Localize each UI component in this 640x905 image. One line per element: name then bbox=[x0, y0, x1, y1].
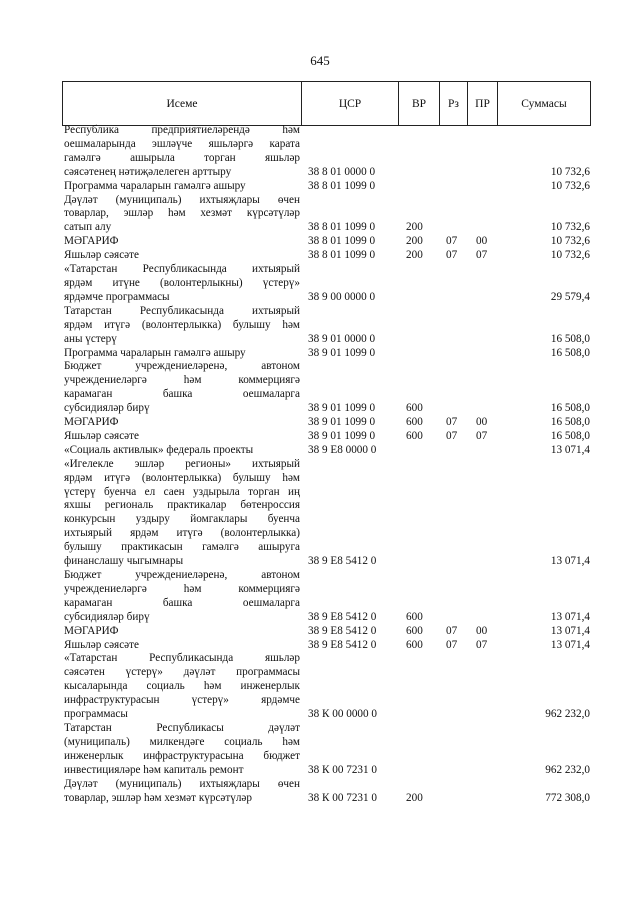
row-name bbox=[64, 458, 300, 569]
row-name bbox=[64, 722, 300, 778]
row-name-line: финанслашу чыгымнары bbox=[64, 555, 184, 568]
table-row bbox=[64, 194, 590, 236]
page-number: 645 bbox=[310, 53, 330, 68]
header-rz: Рз bbox=[440, 82, 468, 126]
row-sum: 16 508,0 bbox=[550, 402, 590, 415]
row-vr: 600 bbox=[406, 429, 423, 442]
row-csr: 38 9 01 0000 0 bbox=[308, 332, 376, 345]
row-name-line: Республика предприятиеләрендә һәм bbox=[64, 124, 300, 136]
row-sum: 772 308,0 bbox=[545, 791, 590, 804]
row-csr: 38 9 Е8 5412 0 bbox=[308, 555, 377, 568]
table-row bbox=[64, 625, 590, 639]
row-name-line: инфраструктурасын үстерү» ярдәмче bbox=[64, 694, 300, 707]
row-pr: 00 bbox=[476, 235, 488, 248]
row-csr: 38 9 Е8 5412 0 bbox=[308, 624, 377, 637]
row-name-line: Татарстан Республикасында ихтыярый bbox=[64, 304, 300, 317]
row-sum: 13 071,4 bbox=[550, 555, 590, 568]
row-name-line: субсидияләр бирү bbox=[64, 610, 150, 623]
row-vr: 200 bbox=[406, 221, 423, 234]
row-name-line: булышу практикасын гамәлгә ашыруга bbox=[64, 541, 300, 554]
row-name-line: Бюджет учреждениеләренә, автоном bbox=[64, 569, 300, 581]
row-name-line: ихтыярый ярдәм итүгә (волонтерлыкка) bbox=[64, 527, 300, 540]
table-row bbox=[64, 180, 590, 194]
row-name-line: МӘГАРИФ bbox=[64, 416, 119, 429]
row-sum: 16 508,0 bbox=[550, 416, 590, 429]
row-sum: 16 508,0 bbox=[550, 346, 590, 359]
row-csr: 38 9 01 1099 0 bbox=[308, 416, 376, 429]
row-name bbox=[64, 569, 300, 625]
row-csr: 38 8 01 1099 0 bbox=[308, 235, 376, 248]
row-name-line: «Социаль активлык» федераль проекты bbox=[64, 443, 254, 456]
row-csr: 38 9 01 1099 0 bbox=[308, 346, 376, 359]
row-name-line: субсидияләр бирү bbox=[64, 402, 150, 415]
row-sum: 10 732,6 bbox=[550, 235, 590, 248]
row-name-line: сатып алу bbox=[64, 221, 112, 234]
row-name-line: учреждениеләргә һәм коммерциягә bbox=[64, 582, 300, 595]
row-rz: 07 bbox=[446, 416, 458, 429]
row-name-line: Дәүләт (муниципаль) ихтыяҗлары өчен bbox=[64, 193, 300, 206]
header-name: Исеме bbox=[63, 82, 302, 126]
table-row bbox=[64, 263, 590, 305]
table-row bbox=[64, 722, 590, 778]
row-vr: 600 bbox=[406, 624, 423, 637]
row-name-line: Яшьләр сәясәте bbox=[64, 249, 139, 262]
row-pr: 07 bbox=[476, 429, 488, 442]
row-csr: 38 9 Е8 5412 0 bbox=[308, 610, 377, 623]
row-name-line: ярдәм итүгә (волонтерлыкка) булышу һәм bbox=[64, 471, 300, 484]
row-pr: 07 bbox=[476, 638, 488, 651]
row-rz: 07 bbox=[446, 624, 458, 637]
row-name-line: карамаган башка оешмаларга bbox=[64, 596, 300, 609]
row-sum: 16 508,0 bbox=[550, 429, 590, 442]
row-name bbox=[64, 263, 300, 305]
row-name-line: ярдәмче программасы bbox=[64, 290, 170, 303]
row-csr: 38 9 00 0000 0 bbox=[308, 290, 376, 303]
table-row bbox=[64, 416, 590, 430]
row-csr: 38 8 01 1099 0 bbox=[308, 179, 376, 192]
row-name-line: товарлар, эшләр һәм хезмәт күрсәтүләр bbox=[64, 791, 252, 804]
row-name-line: «Татарстан Республикасында яшьләр bbox=[64, 652, 300, 665]
row-name-line: МӘГАРИФ bbox=[64, 235, 119, 248]
row-sum: 13 071,4 bbox=[550, 624, 590, 637]
row-name-line: товарлар, эшләр һәм хезмәт күрсәтүләр bbox=[64, 207, 300, 220]
row-name bbox=[64, 430, 300, 444]
row-csr: 38 К 00 7231 0 bbox=[308, 763, 377, 776]
row-vr: 200 bbox=[406, 791, 423, 804]
table-row bbox=[64, 124, 590, 180]
row-name bbox=[64, 416, 300, 430]
row-name-line: «Игелекле эшләр регионы» ихтыярый bbox=[64, 457, 300, 470]
row-name-line: сәясәтенең нәтиҗәлелеген арттыру bbox=[64, 165, 232, 178]
row-sum: 29 579,4 bbox=[550, 290, 590, 303]
budget-table-header bbox=[62, 81, 591, 126]
row-sum: 13 071,4 bbox=[550, 610, 590, 623]
row-name-line: кысаларында социаль һәм инженерлык bbox=[64, 680, 300, 693]
row-name-line: сәясәтен үстерү» дәүләт программасы bbox=[64, 666, 300, 679]
row-name bbox=[64, 444, 300, 458]
row-name-line: оешмаларында эшләүче яшьләргә карата bbox=[64, 137, 300, 150]
table-row bbox=[64, 360, 590, 416]
table-row bbox=[64, 652, 590, 722]
row-sum: 10 732,6 bbox=[550, 165, 590, 178]
row-name-line: ярдәм итүгә (волонтерлыкка) булышу һәм bbox=[64, 318, 300, 331]
budget-table-body bbox=[64, 124, 590, 805]
table-row bbox=[64, 430, 590, 444]
row-name bbox=[64, 194, 300, 236]
row-name bbox=[64, 639, 300, 653]
row-vr: 200 bbox=[406, 235, 423, 248]
table-row bbox=[64, 569, 590, 625]
table-row bbox=[64, 305, 590, 347]
row-rz: 07 bbox=[446, 638, 458, 651]
header-vr: ВР bbox=[399, 82, 440, 126]
header-csr: ЦСР bbox=[302, 82, 399, 126]
row-vr: 600 bbox=[406, 610, 423, 623]
table-row bbox=[64, 639, 590, 653]
row-name bbox=[64, 235, 300, 249]
row-name-line: (муниципаль) милкендәге социаль һәм bbox=[64, 735, 300, 748]
row-name-line: Татарстан Республикасы дәүләт bbox=[64, 721, 300, 734]
table-row bbox=[64, 347, 590, 361]
row-name-line: программасы bbox=[64, 708, 128, 721]
row-name-line: конкурсын уздыру йомгаклары буенча bbox=[64, 513, 300, 526]
row-name bbox=[64, 249, 300, 263]
row-sum: 10 732,6 bbox=[550, 221, 590, 234]
row-rz: 07 bbox=[446, 235, 458, 248]
row-name-line: ярдәм итүне (волонтерлыкны) үстерү» bbox=[64, 276, 300, 289]
row-name bbox=[64, 305, 300, 347]
row-sum: 10 732,6 bbox=[550, 249, 590, 262]
row-name bbox=[64, 180, 300, 194]
row-name-line: Яшьләр сәясәте bbox=[64, 638, 139, 651]
table-row bbox=[64, 444, 590, 458]
row-name bbox=[64, 347, 300, 361]
row-name-line: МӘГАРИФ bbox=[64, 624, 119, 637]
row-pr: 00 bbox=[476, 624, 488, 637]
row-csr: 38 9 Е8 0000 0 bbox=[308, 443, 377, 456]
row-pr: 00 bbox=[476, 416, 488, 429]
row-name-line: «Татарстан Республикасында ихтыярый bbox=[64, 263, 300, 276]
row-csr: 38 8 01 0000 0 bbox=[308, 165, 376, 178]
row-sum: 13 071,4 bbox=[550, 443, 590, 456]
row-name-line: Программа чараларын гамәлгә ашыру bbox=[64, 346, 246, 359]
table-row bbox=[64, 778, 590, 806]
row-name-line: карамаган башка оешмаларга bbox=[64, 388, 300, 401]
row-name-line: аны үстерү bbox=[64, 332, 117, 345]
row-csr: 38 8 01 1099 0 bbox=[308, 249, 376, 262]
row-name bbox=[64, 360, 300, 416]
row-vr: 600 bbox=[406, 638, 423, 651]
row-sum: 10 732,6 bbox=[550, 179, 590, 192]
header-pr: ПР bbox=[468, 82, 498, 126]
row-name bbox=[64, 778, 300, 806]
row-name-line: яхшы региональ практикалар бөтенроссия bbox=[64, 499, 300, 512]
row-name-line: инвестицияләре һәм капиталь ремонт bbox=[64, 763, 244, 776]
row-csr: 38 К 00 7231 0 bbox=[308, 791, 377, 804]
row-csr: 38 8 01 1099 0 bbox=[308, 221, 376, 234]
row-name-line: Бюджет учреждениеләренә, автоном bbox=[64, 360, 300, 373]
row-sum: 16 508,0 bbox=[550, 332, 590, 345]
row-sum: 962 232,0 bbox=[545, 763, 590, 776]
table-row bbox=[64, 235, 590, 249]
header-sum: Суммасы bbox=[498, 82, 591, 126]
row-name-line: Дәүләт (муниципаль) ихтыяҗлары өчен bbox=[64, 777, 300, 790]
row-csr: 38 9 01 1099 0 bbox=[308, 429, 376, 442]
row-sum: 13 071,4 bbox=[550, 638, 590, 651]
row-name bbox=[64, 625, 300, 639]
row-csr: 38 9 Е8 5412 0 bbox=[308, 638, 377, 651]
table-row bbox=[64, 249, 590, 263]
row-name-line: Программа чараларын гамәлгә ашыру bbox=[64, 179, 246, 192]
row-name-line: үстерү буенча ел саен уздырыла торган иң bbox=[64, 485, 300, 498]
row-pr: 07 bbox=[476, 249, 488, 262]
row-name-line: гамәлгә ашырыла торган яшьләр bbox=[64, 151, 300, 164]
row-rz: 07 bbox=[446, 249, 458, 262]
row-vr: 600 bbox=[406, 402, 423, 415]
row-vr: 600 bbox=[406, 416, 423, 429]
row-csr: 38 9 01 1099 0 bbox=[308, 402, 376, 415]
row-name-line: инженерлык инфраструктурасына бюджет bbox=[64, 749, 300, 762]
row-name bbox=[64, 652, 300, 722]
row-name-line: Яшьләр сәясәте bbox=[64, 429, 139, 442]
row-name-line: учреждениеләргә һәм коммерциягә bbox=[64, 374, 300, 387]
row-sum: 962 232,0 bbox=[545, 708, 590, 721]
row-rz: 07 bbox=[446, 429, 458, 442]
row-csr: 38 К 00 0000 0 bbox=[308, 708, 377, 721]
row-name bbox=[64, 124, 300, 180]
table-row bbox=[64, 458, 590, 569]
row-vr: 200 bbox=[406, 249, 423, 262]
